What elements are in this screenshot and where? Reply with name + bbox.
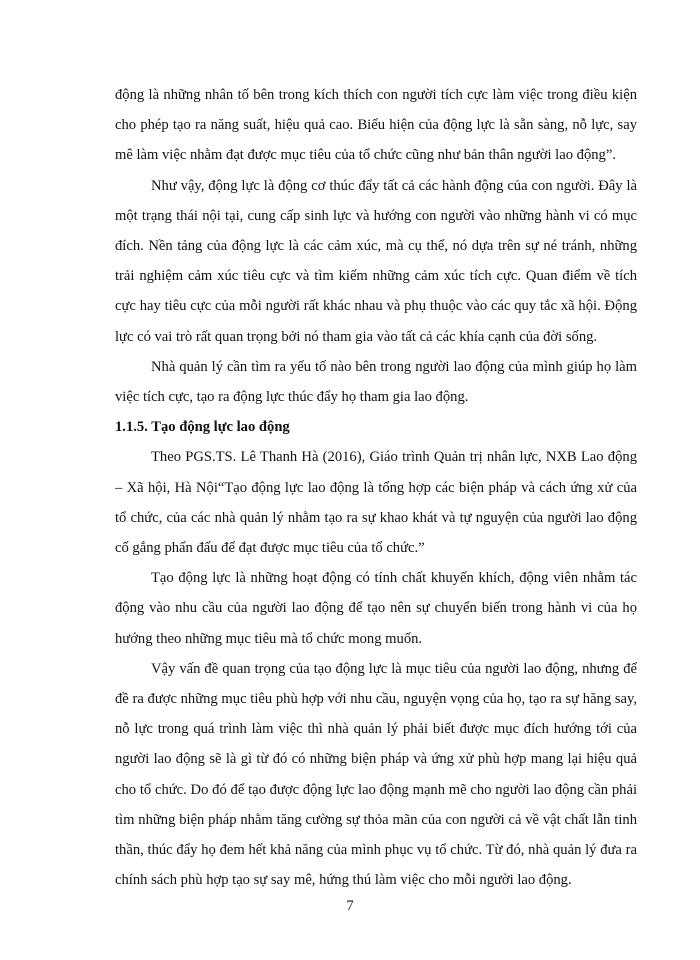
section-heading: 1.1.5. Tạo động lực lao động bbox=[115, 419, 290, 436]
paragraph-citation: Theo PGS.TS. Lê Thanh Hà (2016), Giáo trình Quản trị nhân lực, NXB Lao động – Xã hội, Hà Nội“Tạo động lực lao động là tổng hợp các biện pháp và cách ứng xử của tổ chức, của các nhà quản lý nhằm tạo ra sự khao khát và tự nguyện của người lao động cố gắng phấn đấu để đạt được mục tiêu của tổ chức.” bbox=[115, 449, 637, 557]
paragraph-activities: Tạo động lực là những hoạt động có tính chất khuyến khích, động viên nhằm tác động vào nhu cầu của người lao động để tạo nên sự chuyển biến trong hành vi của họ hướng theo những mục tiêu mà tổ chức mong muốn. bbox=[115, 570, 637, 647]
paragraph-manager-role: Nhà quản lý cần tìm ra yếu tố nào bên trong người lao động của mình giúp họ làm việc tích cực, tạo ra động lực thúc đẩy họ tham gia lao động. bbox=[115, 358, 637, 406]
paragraph-continuation: động là những nhân tố bên trong kích thích con người tích cực làm việc trong điều kiện cho phép tạo ra năng suất, hiệu quả cao. Biểu hiện của động lực là sẵn sàng, nỗ lực, say mê làm việc nhằm đạt được mục tiêu của tổ chức cũng như bản thân người lao động”. bbox=[115, 87, 637, 164]
document-page bbox=[115, 80, 637, 895]
page-number: 7 bbox=[346, 898, 354, 914]
paragraph-conclusion: Vậy vấn đề quan trọng của tạo động lực là mục tiêu của người lao động, nhưng để đề ra được những mục tiêu phù hợp với nhu cầu, nguyện vọng của họ, tạo ra sự hăng say, nỗ lực trong quá trình làm việc thì nhà quản lý phải biết được mục đích hướng tới của người lao động sẽ là gì từ đó có những biện pháp và ứng xử phù hợp mang lại hiệu quả cho tổ chức. Do đó để tạo được động lực lao động mạnh mẽ cho người lao động cần phải tìm những biện pháp nhằm tăng cường sự thỏa mãn của con người cả về vật chất lẫn tinh thần, thúc đẩy họ đem hết khả năng của mình phục vụ tổ chức. Từ đó, nhà quản lý đưa ra chính sách phù hợp tạo sự say mê, hứng thú làm việc cho mỗi người lao động. bbox=[115, 660, 637, 889]
paragraph-motivation-definition: Như vậy, động lực là động cơ thúc đẩy tất cả các hành động của con người. Đây là một trạng thái nội tại, cung cấp sinh lực và hướng con người vào những hành vi có mục đích. Nền tảng của động lực là các cảm xúc, mà cụ thể, nó dựa trên sự né tránh, những trải nghiệm cảm xúc tiêu cực và tìm kiếm những cảm xúc tích cực. Quan điểm về tích cực hay tiêu cực của mỗi người rất khác nhau và phụ thuộc vào các quy tắc xã hội. Động lực có vai trò rất quan trọng bởi nó tham gia vào tất cả các khía cạnh của đời sống. bbox=[115, 177, 637, 345]
